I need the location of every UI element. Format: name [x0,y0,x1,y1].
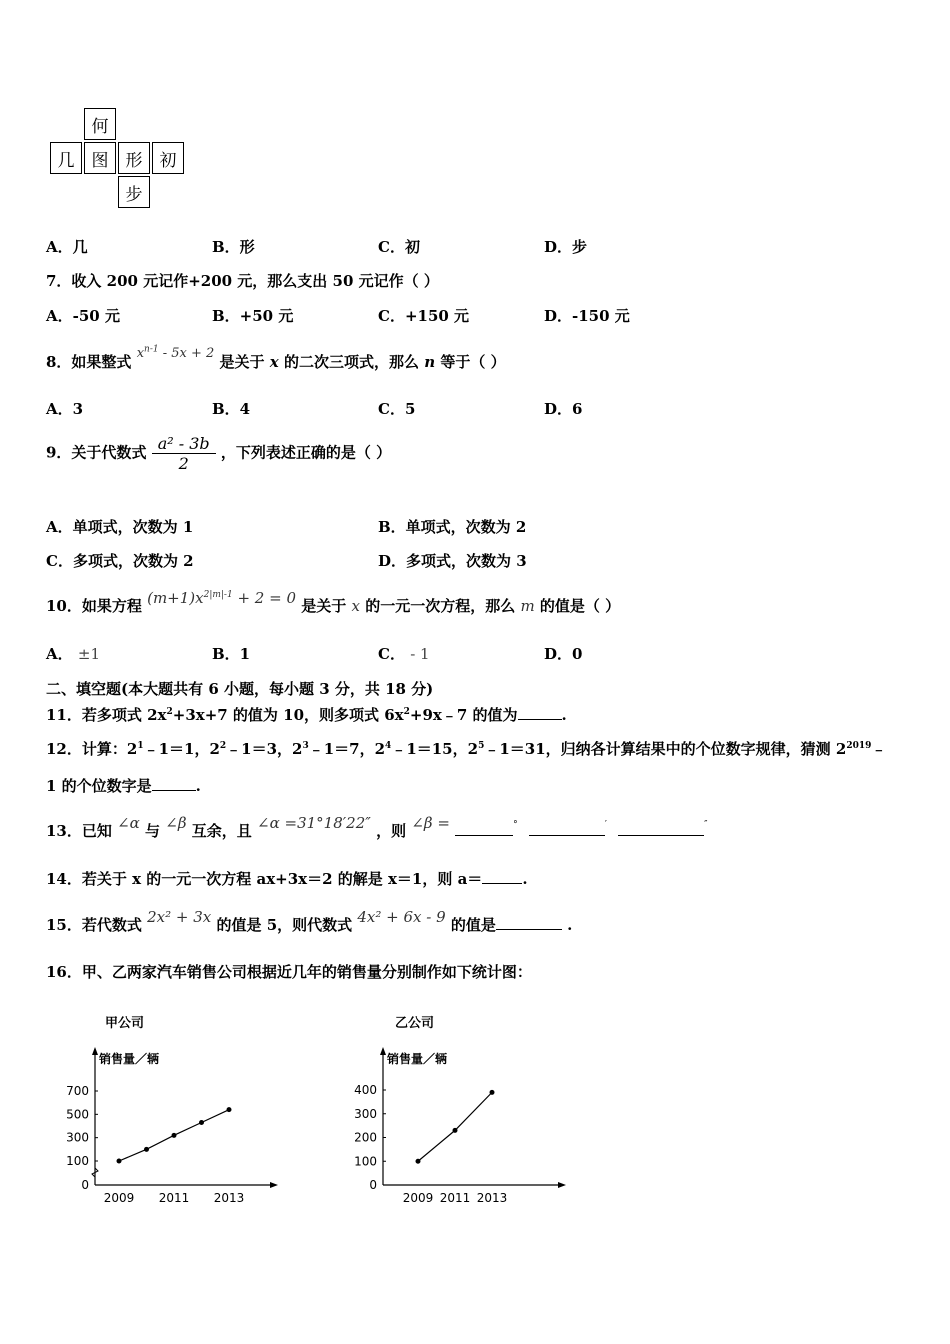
series-line [418,1092,492,1161]
q10-option-c-label: C． [378,645,405,663]
q14-stem [46,868,528,889]
y-tick-label: 300 [66,1130,89,1145]
q12-tail: ﹣ [871,740,887,758]
q15-end: . [567,916,573,934]
q13-then: ，则 [376,822,407,840]
q8-post: 的二次三项式，那么 [283,353,419,371]
q10-option-d: D．0 [544,645,583,663]
y-tick-label: 100 [66,1154,89,1168]
data-point [227,1107,232,1112]
q9-option-d: D．多项式，次数为 3 [378,552,527,570]
q8-n: n [424,353,436,371]
q10-option-c-value: - 1 [410,645,430,663]
x-tick-label: 2013 [213,1191,245,1205]
y-tick-label: 100 [354,1154,377,1169]
q12-line1: 12．计算：$2^1﹣1=1$，$2^2﹣1=3$，$2^3﹣1=7$，$2^4﹣1=15$，$2^5﹣1=31$，归纳各计算结果中的个位数字规律，猜测 $2^{2019}﹣$ [46,740,887,758]
q8-expression: $x^{n-1} - 5x + 2$ [136,344,215,361]
x-axis-arrow [558,1182,566,1188]
chart-yi [345,1005,585,1215]
q7-option-a: A．-50 元 [46,307,120,325]
q8-pre: 8．如果整式 [46,353,132,371]
q10-post: 的值是（ ） [539,597,621,615]
q12-answer-blank[interactable] [152,776,196,791]
q9-pre: 9．关于代数式 [46,443,147,462]
section2-heading: 二、填空题(本大题共有 6 小题，每小题 3 分，共 18 分) [46,680,434,698]
q13-and: 与 [145,822,161,840]
q11-mid: +3x+7 的值为 10，则多项式 6x [172,706,404,724]
q15-post: 的值是 [450,916,496,934]
q10-option-a [46,643,100,664]
q13-mid: 互余，且 [191,822,252,840]
q10-mid: 是关于 [301,597,347,615]
y-axis-arrow [380,1047,386,1055]
q10-option-a-label: A． [46,645,73,663]
q15-expr2: 4x² + 6x - 9 [357,908,446,926]
data-point [490,1090,495,1095]
q9-option-a: A．单项式，次数为 1 [46,518,194,536]
y-tick-label: 0 [81,1178,89,1192]
q11-pre: 11．若多项式 2x [46,706,167,724]
q12-line2-text: 1 的个位数字是 [46,777,152,795]
q13-pre: 13．已知 [46,822,112,840]
q8-end: 等于（ ） [440,353,506,371]
net-cell-right1: 形 [118,142,150,174]
q6-option-d: D．步 [544,238,588,256]
q10-option-a-value: ±1 [77,645,100,663]
data-point [199,1120,204,1125]
q12-part5: ﹣1＝31，归纳各计算结果中的个位数字规律，猜测 2 [484,740,847,758]
net-cell-center: 图 [84,142,116,174]
q9-post: ，下列表述正确的是（ ） [220,443,392,462]
q8-option-d: D．6 [544,400,583,418]
q10-equation: $(m+1)x^{2|m|-1} + 2 = 0$ [147,589,296,607]
q10-option-c [378,643,430,664]
x-tick-label: 2013 [476,1191,508,1205]
q13-alpha: ∠α [117,814,140,832]
y-axis-arrow [92,1047,98,1055]
q12-part3: ﹣1＝7，2 [308,740,386,758]
q10-stem [46,589,621,616]
net-cell-top: 何 [84,108,116,140]
q6-option-a: A．几 [46,238,88,256]
x-tick-label: 2009 [103,1191,135,1205]
q8-option-b: B．4 [212,400,251,418]
y-tick-label: 0 [369,1178,377,1192]
q9-option-c: C．多项式，次数为 2 [46,552,194,570]
net-cell-right2: 初 [152,142,184,174]
q13-alpha-value: ∠α =31°18′22″ [257,814,371,832]
q15-stem [46,908,573,935]
q7-stem: 7．收入 200 元记作+200 元，那么支出 50 元记作（ ） [46,272,439,290]
q9-fraction [152,434,216,473]
q11-answer-blank[interactable] [518,705,562,720]
cube-net-diagram [50,108,190,208]
q8-option-a: A．3 [46,400,84,418]
chart-title: 乙公司 [395,1016,435,1031]
q12-line2 [46,775,201,796]
q12-part4: ﹣1＝15，2 [391,740,479,758]
q7-option-b: B．+50 元 [212,307,294,325]
q10-var: x [351,597,360,615]
q13-stem: 13．已知 ∠α 与 ∠β 互余，且 ∠α =31°18′22″ ，则 ∠β = ° ′ ″ [46,814,708,840]
y-tick-label: 500 [66,1107,89,1122]
q14-end: . [522,870,528,888]
q12-exponent: 2019 [846,741,872,751]
q7-option-d: D．-150 元 [544,307,630,325]
chart-ylabel: 销售量／辆 [387,1052,448,1066]
q9-option-b: B．单项式，次数为 2 [378,518,527,536]
q11-end: . [561,706,567,724]
q10-m: m [520,597,535,615]
q10-option-b: B．1 [212,645,251,663]
q13-minute-blank[interactable] [529,821,605,836]
chart-jia [50,1005,290,1215]
q15-expr1: 2x² + 3x [147,908,212,926]
q9-numerator: a² - 3b [152,434,216,454]
q12-part1: ﹣1＝1，2 [143,740,220,758]
q6-option-b: B．形 [212,238,255,256]
data-point [172,1133,177,1138]
q8-stem [46,344,506,372]
net-cell-left: 几 [50,142,82,174]
x-tick-label: 2011 [158,1191,190,1205]
q7-option-c: C．+150 元 [378,307,470,325]
q8-var: x [269,353,279,371]
q13-second-blank[interactable] [618,821,704,836]
data-point [144,1147,149,1152]
q13-degree-blank[interactable] [455,821,513,836]
data-point [117,1159,122,1164]
q14-text: 14．若关于 x 的一元一次方程 ax+3x＝2 的解是 x＝1，则 a＝ [46,870,483,888]
q11-mid2: +9x﹣7 的值为 [409,706,518,724]
q12-part2: ﹣1＝3，2 [226,740,303,758]
q15-mid: 的值是 5，则代数式 [216,916,353,934]
y-tick-label: 300 [354,1106,377,1121]
q13-beta: ∠β [165,814,187,832]
chart-ylabel: 销售量／辆 [99,1052,160,1066]
x-tick-label: 2011 [439,1191,471,1205]
y-tick-label: 400 [354,1083,377,1097]
q8-option-c: C．5 [378,400,416,418]
q16-stem: 16．甲、乙两家汽车销售公司根据近几年的销售量分别制作如下统计图： [46,963,532,981]
q13-beta-eq: ∠β = [411,814,450,832]
y-tick-label: 200 [354,1130,377,1145]
q8-mid: 是关于 [219,353,265,371]
data-point [453,1128,458,1133]
q9-denominator: 2 [178,454,189,473]
q10-pre: 10．如果方程 [46,597,142,615]
q12-end: . [195,777,201,795]
net-cell-bottom: 步 [118,176,150,208]
chart-title: 甲公司 [105,1016,145,1031]
q14-answer-blank[interactable] [482,869,522,884]
q10-mid2: 的一元一次方程，那么 [365,597,516,615]
q6-option-c: C．初 [378,238,420,256]
y-tick-label: 700 [66,1084,89,1098]
data-point [416,1159,421,1164]
q15-answer-blank[interactable] [496,915,562,930]
x-axis-arrow [270,1182,278,1188]
q15-pre: 15．若代数式 [46,916,142,934]
q12-pre: 12．计算：2 [46,740,138,758]
q11-stem: 11．若多项式 $2x^2+3x+7$ 的值为 10，则多项式 $6x^2+9x﹣7$ 的值为 . [46,706,567,724]
q9-stem [46,434,391,473]
x-tick-label: 2009 [402,1191,434,1205]
